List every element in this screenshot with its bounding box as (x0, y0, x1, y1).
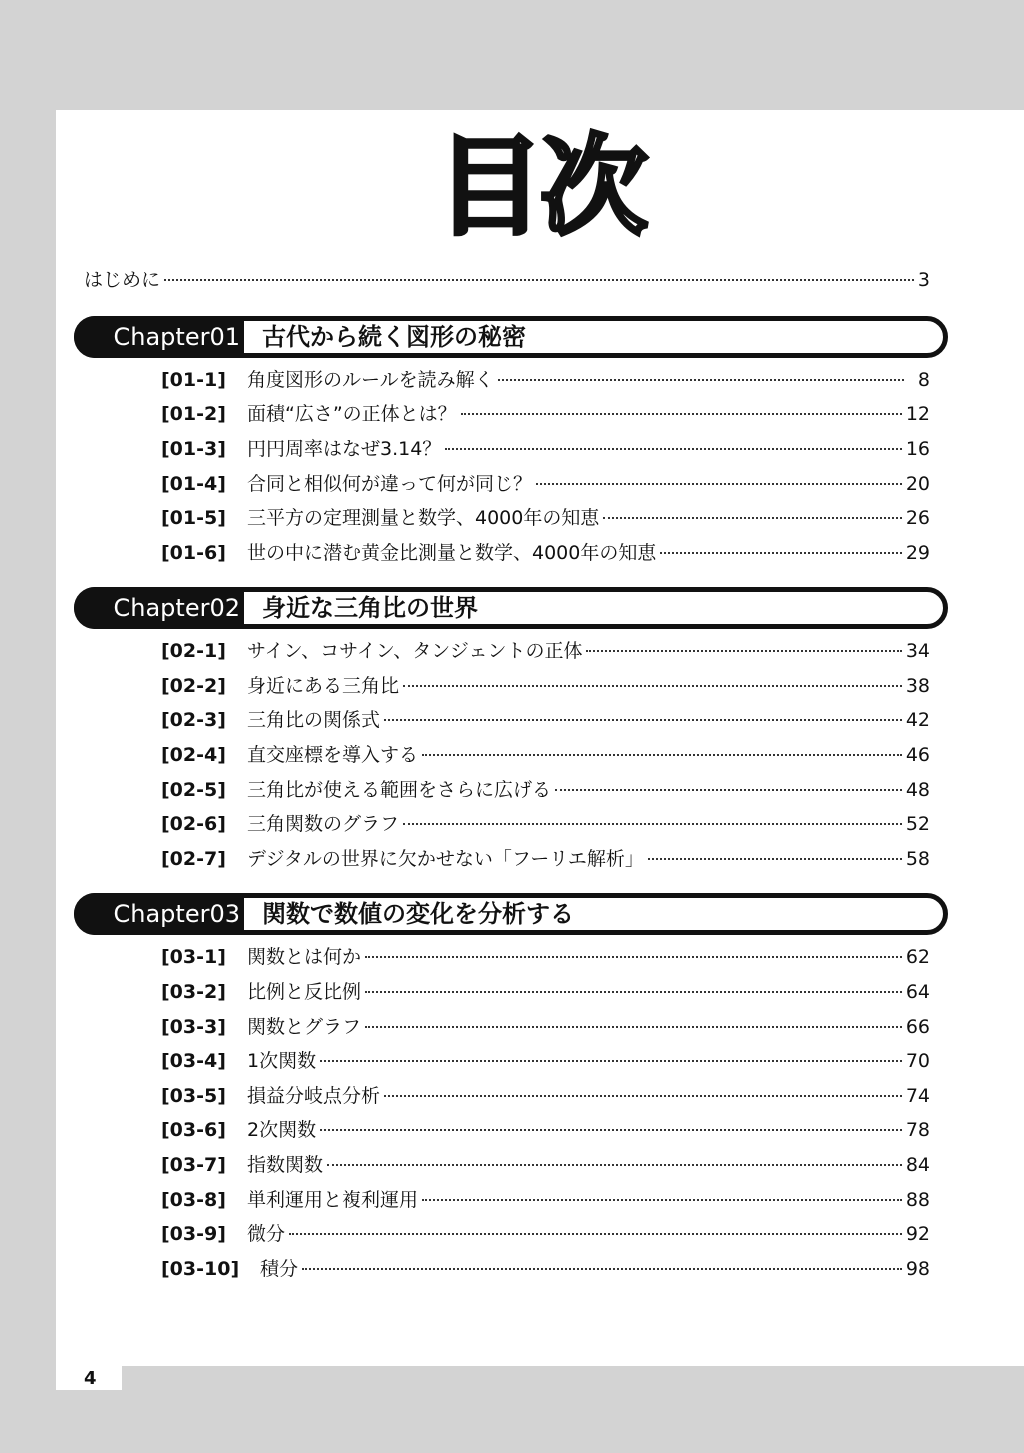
toc-entry[interactable] (161, 809, 930, 839)
chapter-label: Chapter01 (74, 316, 244, 358)
entry-number: [01-6] (161, 542, 226, 564)
toc-entry[interactable] (161, 705, 930, 735)
dot-leader (302, 1268, 902, 1270)
toc-entry[interactable] (161, 1046, 930, 1076)
entry-page: 88 (905, 1189, 930, 1211)
dot-leader (365, 956, 902, 958)
toc-entry[interactable] (161, 977, 930, 1007)
dot-leader (320, 1129, 902, 1131)
dot-leader (660, 552, 901, 554)
entry-title: 指数関数 (247, 1154, 324, 1176)
entry-page: 74 (905, 1085, 930, 1107)
chapter-title: 古代から続く図形の秘密 (262, 323, 526, 351)
entry-title: 比例と反比例 (247, 981, 362, 1003)
entry-title: 身近にある三角比 (247, 675, 400, 697)
entry-number: [03-3] (161, 1016, 226, 1038)
dot-leader (365, 991, 902, 993)
dot-leader (384, 719, 902, 721)
entry-number: [02-6] (161, 813, 226, 835)
toc-entry[interactable] (161, 1115, 930, 1145)
entry-title: 世の中に潜む黄金比測量と数学、4000年の知恵 (247, 542, 657, 564)
chapter-title: 関数で数値の変化を分析する (262, 900, 574, 928)
entry-page: 20 (905, 473, 930, 495)
entry-title: デジタルの世界に欠かせない「フーリエ解析」 (247, 848, 644, 870)
entry-title: 三角比が使える範囲をさらに広げる (247, 779, 552, 801)
entry-page: 29 (905, 542, 930, 564)
chapter-header-01 (74, 316, 948, 358)
page-title: 目次 (435, 125, 644, 250)
dot-leader (403, 823, 902, 825)
toc-entry[interactable] (161, 538, 930, 568)
entry-number: [01-5] (161, 507, 226, 529)
entry-page: 98 (905, 1258, 930, 1280)
intro-page: 3 (917, 269, 930, 291)
chapter-title: 身近な三角比の世界 (262, 594, 478, 622)
dot-leader (403, 685, 902, 687)
toc-entry[interactable] (161, 844, 930, 874)
entry-page: 26 (905, 507, 930, 529)
toc-entry[interactable] (161, 1150, 930, 1180)
page-number-tab (56, 1366, 122, 1390)
entry-title: 合同と相似何が違って何が同じ？ (247, 473, 533, 495)
toc-entry[interactable] (161, 503, 930, 533)
entry-number: [02-5] (161, 779, 226, 801)
entry-number: [03-10] (161, 1258, 240, 1280)
dot-leader (536, 483, 902, 485)
toc-entry[interactable] (161, 1185, 930, 1215)
dot-leader (422, 754, 902, 756)
entry-page: 78 (905, 1119, 930, 1141)
entry-page: 16 (905, 438, 930, 460)
entry-title: 三角関数のグラフ (247, 813, 400, 835)
entry-title: 損益分岐点分析 (247, 1085, 381, 1107)
entry-number: [01-2] (161, 403, 226, 425)
entry-number: [03-1] (161, 946, 226, 968)
chapter-header-03 (74, 893, 948, 935)
entry-title: サイン、コサイン、タンジェントの正体 (247, 640, 583, 662)
toc-entry[interactable] (161, 740, 930, 770)
entry-page: 70 (905, 1050, 930, 1072)
dot-leader (555, 789, 902, 791)
toc-entry[interactable] (161, 1081, 930, 1111)
entry-number: [03-5] (161, 1085, 226, 1107)
toc-entry[interactable] (161, 1012, 930, 1042)
chapter-header-02 (74, 587, 948, 629)
entry-title: 積分 (260, 1258, 299, 1280)
entry-title: 1次関数 (247, 1050, 317, 1072)
entry-number: [03-6] (161, 1119, 226, 1141)
entry-page: 52 (905, 813, 930, 835)
entry-page: 66 (905, 1016, 930, 1038)
dot-leader (365, 1026, 902, 1028)
entry-title: 角度図形のルールを読み解く (247, 369, 494, 391)
entry-title: 関数とグラフ (247, 1016, 362, 1038)
intro-label: はじめに (84, 269, 161, 291)
entry-number: [01-4] (161, 473, 226, 495)
dot-leader (320, 1060, 902, 1062)
entry-number: [01-3] (161, 438, 226, 460)
toc-entry[interactable] (161, 469, 930, 499)
dot-leader (648, 858, 902, 860)
entry-number: [03-2] (161, 981, 226, 1003)
entry-number: [02-7] (161, 848, 226, 870)
entry-title: 微分 (247, 1223, 286, 1245)
chapter-label: Chapter03 (74, 893, 244, 935)
toc-entry[interactable] (161, 1254, 930, 1284)
entry-page: 12 (905, 403, 930, 425)
page-number: 4 (84, 1368, 97, 1389)
toc-page (56, 110, 1024, 1366)
entry-page: 92 (905, 1223, 930, 1245)
dot-leader (289, 1233, 902, 1235)
entry-number: [03-4] (161, 1050, 226, 1072)
dot-leader (164, 279, 914, 281)
entry-page: 34 (905, 640, 930, 662)
toc-entry[interactable] (161, 1219, 930, 1249)
entry-page: 62 (905, 946, 930, 968)
dot-leader (461, 413, 902, 415)
dot-leader (445, 448, 902, 450)
toc-entry[interactable] (161, 636, 930, 666)
dot-leader (498, 379, 904, 381)
entry-title: 面積“広さ”の正体とは？ (247, 403, 457, 425)
entry-number: [02-1] (161, 640, 226, 662)
entry-title: 単利運用と複利運用 (247, 1189, 419, 1211)
entry-title: 関数とは何か (247, 946, 362, 968)
entry-page: 46 (905, 744, 930, 766)
toc-entry[interactable] (161, 434, 930, 464)
entry-title: 円円周率はなぜ3.14？ (247, 438, 442, 460)
entry-page: 42 (905, 709, 930, 731)
dot-leader (384, 1095, 902, 1097)
dot-leader (327, 1164, 902, 1166)
chapter-label: Chapter02 (74, 587, 244, 629)
toc-entry[interactable] (161, 399, 930, 429)
dot-leader (603, 517, 901, 519)
entry-number: [02-4] (161, 744, 226, 766)
entry-page: 48 (905, 779, 930, 801)
entry-title: 2次関数 (247, 1119, 317, 1141)
dot-leader (586, 650, 901, 652)
entry-number: [02-2] (161, 675, 226, 697)
entry-page: 84 (905, 1154, 930, 1176)
toc-entry[interactable] (161, 775, 930, 805)
entry-number: [02-3] (161, 709, 226, 731)
toc-entry[interactable] (161, 942, 930, 972)
entry-number: [03-9] (161, 1223, 226, 1245)
entry-page: 38 (905, 675, 930, 697)
toc-entry[interactable] (161, 671, 930, 701)
entry-title: 三角比の関係式 (247, 709, 381, 731)
entry-title: 直交座標を導入する (247, 744, 419, 766)
entry-number: [03-8] (161, 1189, 226, 1211)
toc-entry[interactable] (161, 365, 930, 395)
entry-number: [01-1] (161, 369, 226, 391)
entry-title: 三平方の定理測量と数学、4000年の知恵 (247, 507, 600, 529)
dot-leader (422, 1199, 902, 1201)
entry-page: 58 (905, 848, 930, 870)
entry-page: 8 (917, 369, 930, 391)
entry-page: 64 (905, 981, 930, 1003)
toc-entry-intro[interactable] (84, 268, 930, 292)
entry-number: [03-7] (161, 1154, 226, 1176)
